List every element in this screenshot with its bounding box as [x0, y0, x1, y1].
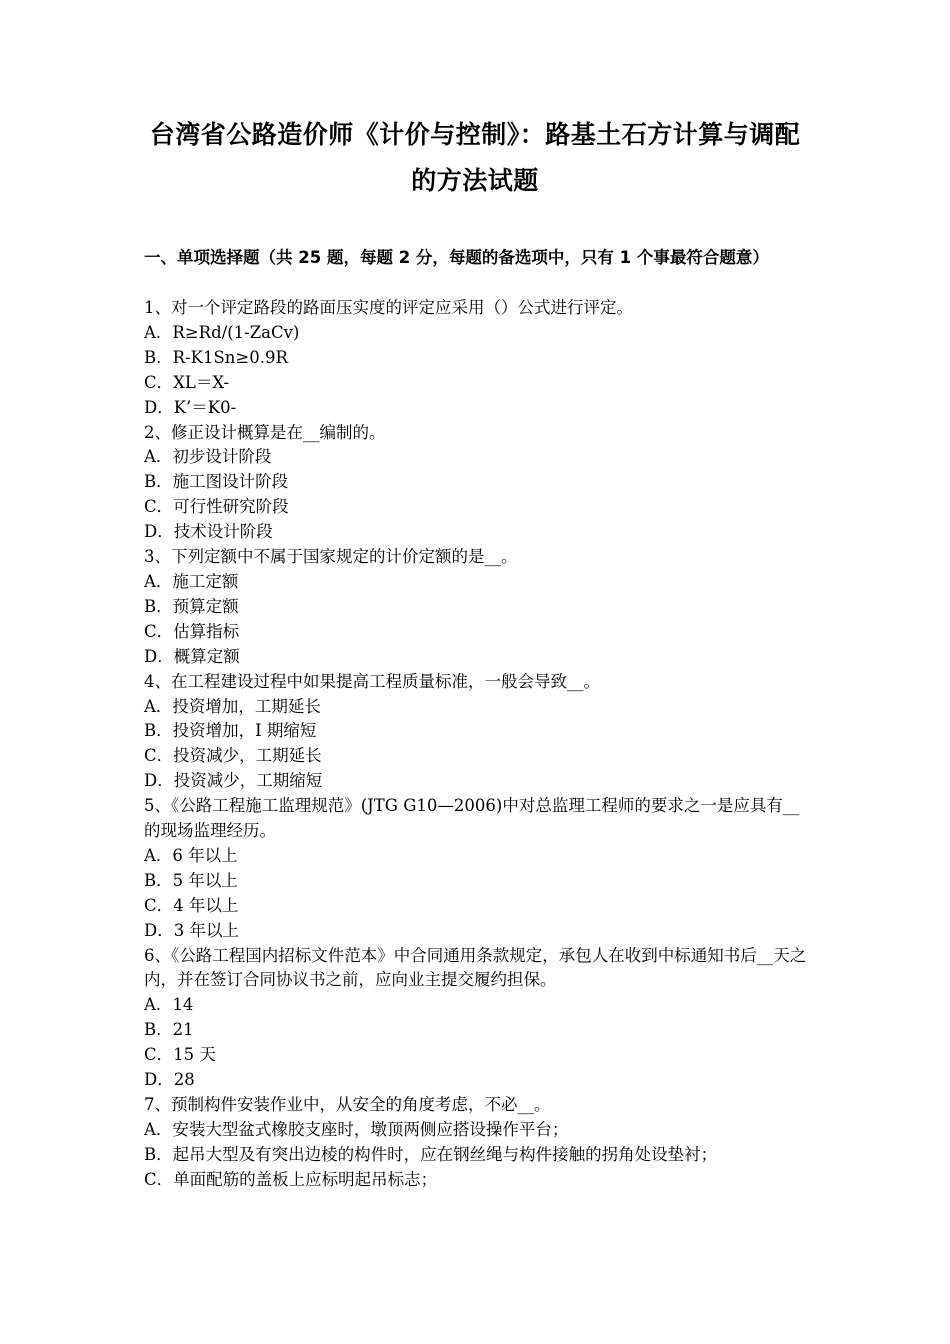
section-heading: 一、单项选择题（共 25 题，每题 2 分，每题的备选项中，只有 1 个事最符合题意） — [144, 248, 769, 267]
document-title — [120, 112, 830, 204]
question-3 — [144, 545, 808, 670]
title-line-2: 的方法试题 — [411, 166, 539, 195]
option-b: B．起吊大型及有突出边棱的构件时，应在钢丝绳与构件接触的拐角处设垫衬； — [144, 1144, 718, 1164]
question-1 — [144, 296, 808, 421]
option-c: C．可行性研究阶段 — [144, 497, 289, 517]
question-stem: 5、《公路工程施工监理规范》(JTG G10—2006)中对总监理工程师的要求之一是应具有__的现场监理经历。 — [144, 796, 800, 841]
option-b: B．R-K1Sn≥0.9R — [144, 347, 288, 367]
option-d: D．投资减少，工期缩短 — [144, 771, 323, 791]
option-b: B．预算定额 — [144, 596, 239, 616]
question-stem: 6、《公路工程国内招标文件范本》中合同通用条款规定，承包人在收到中标通知书后__天之内，并在签订合同协议书之前，应向业主提交履约担保。 — [144, 945, 807, 990]
option-c: C．4 年以上 — [144, 895, 239, 915]
option-b: B．投资增加，I 期缩短 — [144, 721, 317, 741]
question-6 — [144, 944, 808, 1093]
option-b: B．施工图设计阶段 — [144, 472, 289, 492]
option-c: C．单面配筋的盖板上应标明起吊标志； — [144, 1169, 438, 1189]
option-b: B．21 — [144, 1020, 194, 1040]
option-d: D．技术设计阶段 — [144, 522, 273, 542]
option-d: D．3 年以上 — [144, 920, 239, 940]
question-5 — [144, 794, 808, 943]
question-4 — [144, 670, 808, 795]
option-c: C．15 天 — [144, 1045, 216, 1065]
question-stem: 3、下列定额中不属于国家规定的计价定额的是__。 — [144, 547, 518, 567]
title-line-1: 台湾省公路造价师《计价与控制》：路基土石方计算与调配 — [149, 120, 801, 149]
question-stem: 4、在工程建设过程中如果提高工程质量标准，一般会导致__。 — [144, 671, 600, 691]
question-stem: 1、对一个评定路段的路面压实度的评定应采用（）公式进行评定。 — [144, 298, 633, 317]
question-list — [144, 296, 808, 1193]
option-a: A．14 — [144, 995, 194, 1015]
option-d: D．K’＝K0- — [144, 397, 237, 417]
question-7 — [144, 1093, 808, 1193]
option-c: C．投资减少，工期延长 — [144, 746, 322, 766]
option-a: A．安装大型盆式橡胶支座时，墩顶两侧应搭设操作平台； — [144, 1119, 569, 1139]
option-a: A．初步设计阶段 — [144, 447, 272, 467]
option-d: D．概算定额 — [144, 646, 240, 666]
option-a: A．投资增加，工期延长 — [144, 696, 321, 716]
question-stem: 7、预制构件安装作业中，从安全的角度考虑，不必__。 — [144, 1095, 551, 1114]
option-b: B．5 年以上 — [144, 870, 238, 890]
option-d: D．28 — [144, 1070, 195, 1090]
question-2 — [144, 421, 808, 546]
option-c: C．XL＝X- — [144, 372, 230, 392]
option-a: A．R≥Rd/(1-ZaCv) — [144, 322, 300, 342]
option-c: C．估算指标 — [144, 621, 240, 641]
option-a: A．6 年以上 — [144, 845, 238, 865]
option-a: A．施工定额 — [144, 571, 239, 591]
question-stem: 2、修正设计概算是在__编制的。 — [144, 422, 386, 442]
